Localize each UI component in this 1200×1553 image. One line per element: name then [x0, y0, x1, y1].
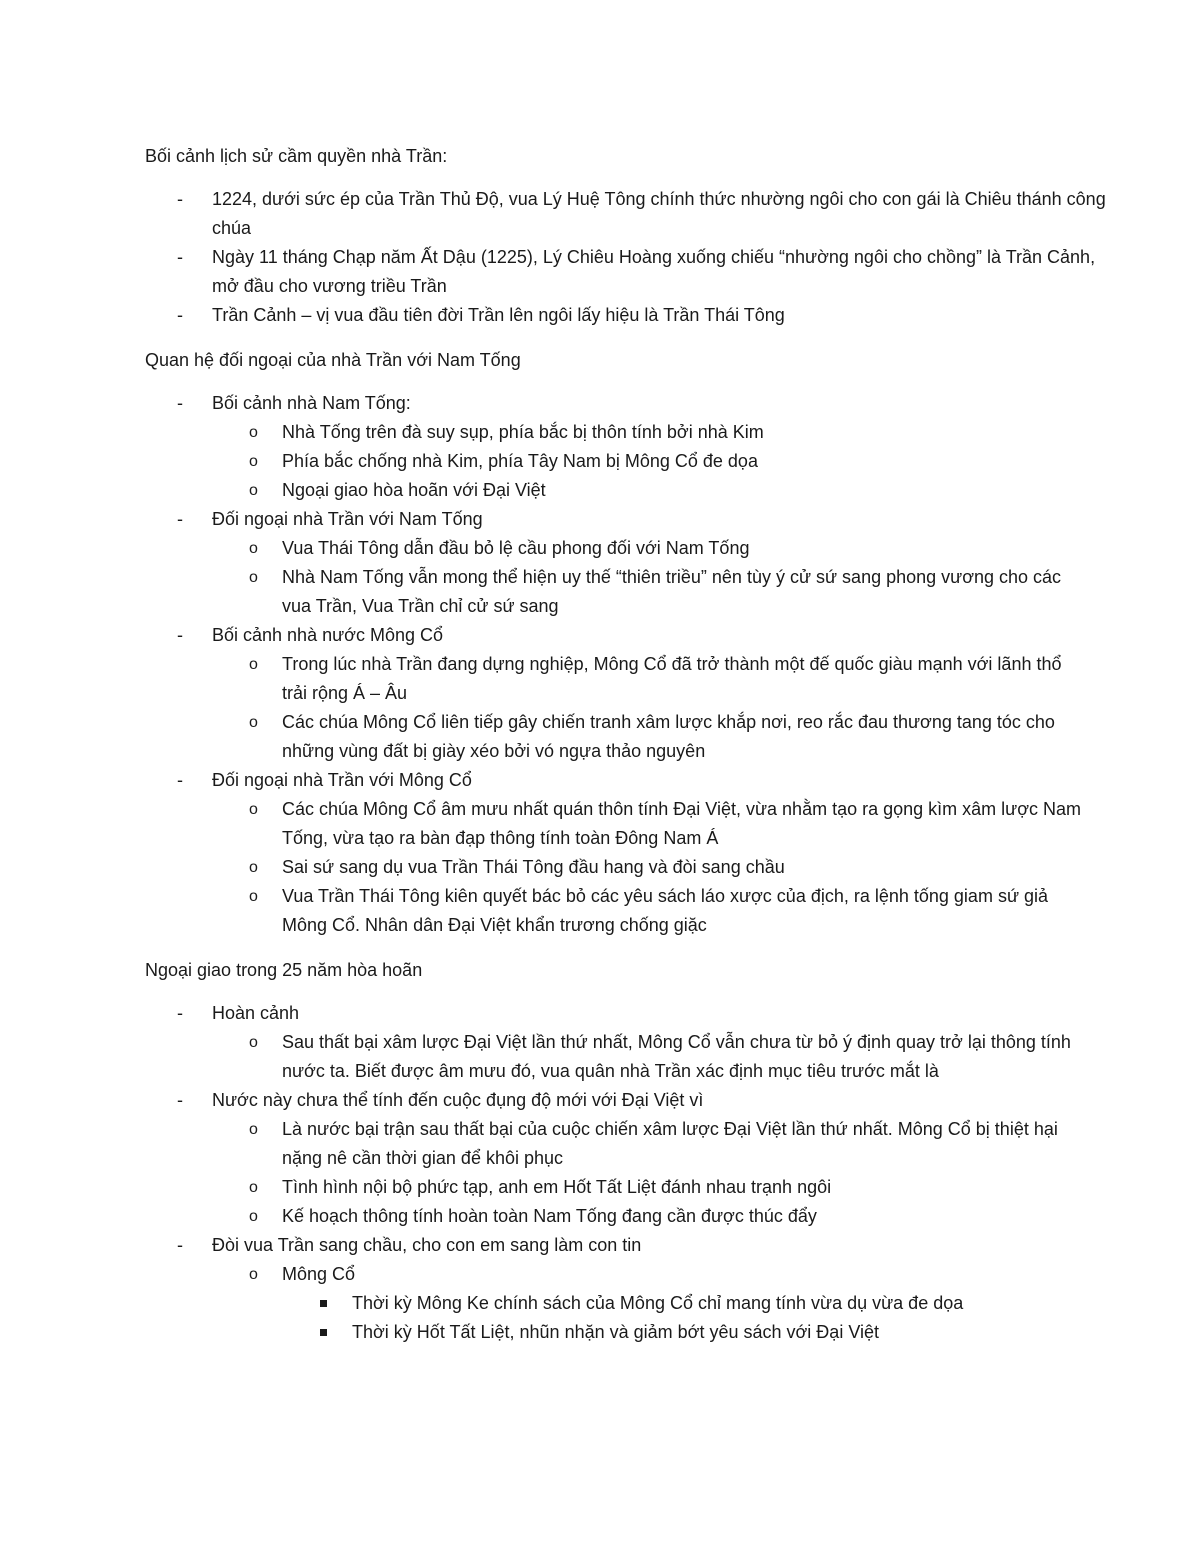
- list-item: [212, 563, 1082, 621]
- list-item-text: Đòi vua Trần sang chầu, cho con em sang làm con tin: [212, 1235, 642, 1255]
- list-item: [282, 1318, 1052, 1347]
- list-item: [212, 1028, 1082, 1086]
- list-item-text: Các chúa Mông Cổ âm mưu nhất quán thôn tính Đại Việt, vừa nhằm tạo ra gọng kìm xâm lược Nam Tống, vừa tạo ra bàn đạp thông tính toàn Đông Nam Á: [282, 799, 1082, 848]
- circle-bullet-icon: o: [249, 1208, 258, 1225]
- list-item-text: Trong lúc nhà Trần đang dựng nghiệp, Mông Cổ đã trở thành một đế quốc giàu mạnh với lãnh thổ trải rộng Á – Âu: [282, 654, 1062, 703]
- list-item: [145, 999, 1112, 1086]
- circle-bullet-icon: o: [249, 1034, 258, 1051]
- list-item: [212, 708, 1082, 766]
- list-item: [212, 882, 1082, 940]
- list-item: [145, 621, 1112, 766]
- list-item-text: Bối cảnh nhà Nam Tống:: [212, 393, 411, 413]
- square-list: [352, 1289, 1082, 1347]
- circle-list: [249, 1260, 1112, 1347]
- list-item: [212, 1202, 1082, 1231]
- list-item: [212, 650, 1082, 708]
- list-item-text: Sai sứ sang dụ vua Trần Thái Tông đầu hang và đòi sang chầu: [282, 857, 785, 877]
- dash-bullet-icon: -: [177, 509, 183, 529]
- list-item-text: Đối ngoại nhà Trần với Nam Tống: [212, 509, 483, 529]
- list-item-text: Mông Cổ: [282, 1264, 356, 1284]
- section-heading: Quan hệ đối ngoại của nhà Trần với Nam Tống: [145, 350, 521, 370]
- list-item: [212, 1115, 1082, 1173]
- list-item-text: Ngày 11 tháng Chạp năm Ất Dậu (1225), Lý Chiêu Hoàng xuống chiếu “nhường ngôi cho chồng” là Trần Cảnh, mở đầu cho vương triều Trần: [212, 247, 1096, 296]
- list-item-text: 1224, dưới sức ép của Trần Thủ Độ, vua Lý Huệ Tông chính thức nhường ngôi cho con gái là Chiêu thánh công chúa: [212, 189, 1106, 238]
- list-item-text: Nhà Nam Tống vẫn mong thể hiện uy thế “thiên triều” nên tùy ý cử sứ sang phong vương cho các vua Trần, Vua Trần chỉ cử sứ sang: [282, 567, 1062, 616]
- circle-bullet-icon: o: [249, 569, 258, 586]
- square-bullet-icon: [320, 1329, 327, 1336]
- list-item-text: Phía bắc chống nhà Kim, phía Tây Nam bị Mông Cổ đe dọa: [282, 451, 758, 471]
- dash-list: [145, 999, 1200, 1347]
- list-item-text: Bối cảnh nhà nước Mông Cổ: [212, 625, 443, 645]
- list-item: [145, 766, 1112, 940]
- dash-bullet-icon: -: [177, 770, 183, 790]
- list-item: [212, 476, 1082, 505]
- list-item: [212, 1173, 1082, 1202]
- document-section: [145, 956, 1200, 1347]
- circle-bullet-icon: o: [249, 540, 258, 557]
- list-item: [145, 505, 1112, 621]
- list-item: [145, 1086, 1112, 1231]
- circle-bullet-icon: o: [249, 888, 258, 905]
- dash-bullet-icon: -: [177, 1235, 183, 1255]
- dash-list: [145, 389, 1200, 940]
- list-item-text: Nhà Tống trên đà suy sụp, phía bắc bị thôn tính bởi nhà Kim: [282, 422, 764, 442]
- dash-list: [145, 185, 1200, 330]
- circle-list: [249, 418, 1112, 505]
- list-item: [282, 1289, 1052, 1318]
- circle-bullet-icon: o: [249, 714, 258, 731]
- list-item-text: Thời kỳ Mông Ke chính sách của Mông Cổ chỉ mang tính vừa dụ vừa đe dọa: [352, 1293, 964, 1313]
- list-item-text: Nước này chưa thể tính đến cuộc đụng độ mới với Đại Việt vì: [212, 1090, 704, 1110]
- document-section: [145, 142, 1200, 330]
- list-item: [212, 534, 1082, 563]
- circle-bullet-icon: o: [249, 453, 258, 470]
- list-item-text: Thời kỳ Hốt Tất Liệt, nhũn nhặn và giảm bớt yêu sách với Đại Việt: [352, 1322, 880, 1342]
- list-item-text: Trần Cảnh – vị vua đầu tiên đời Trần lên ngôi lấy hiệu là Trần Thái Tông: [212, 305, 785, 325]
- list-item: [145, 301, 1112, 330]
- circle-list: [249, 1115, 1112, 1231]
- list-item: [212, 447, 1082, 476]
- dash-bullet-icon: -: [177, 393, 183, 413]
- circle-list: [249, 1028, 1112, 1086]
- circle-list: [249, 650, 1112, 766]
- list-item: [145, 185, 1112, 243]
- circle-bullet-icon: o: [249, 656, 258, 673]
- circle-bullet-icon: o: [249, 1121, 258, 1138]
- circle-bullet-icon: o: [249, 482, 258, 499]
- circle-list: [249, 795, 1112, 940]
- circle-bullet-icon: o: [249, 424, 258, 441]
- list-item-text: Kế hoạch thông tính hoàn toàn Nam Tống đang cần được thúc đẩy: [282, 1206, 817, 1226]
- list-item-text: Vua Trần Thái Tông kiên quyết bác bỏ các yêu sách láo xược của địch, ra lệnh tống giam sứ giả Mông Cổ. Nhân dân Đại Việt khẩn trương chống giặc: [282, 886, 1049, 935]
- list-item-text: Ngoại giao hòa hoãn với Đại Việt: [282, 480, 546, 500]
- list-item-text: Hoàn cảnh: [212, 1003, 300, 1023]
- dash-bullet-icon: -: [177, 625, 183, 645]
- dash-bullet-icon: -: [177, 1003, 183, 1023]
- section-heading: Bối cảnh lịch sử cầm quyền nhà Trần:: [145, 146, 448, 166]
- dash-bullet-icon: -: [177, 247, 183, 267]
- square-bullet-icon: [320, 1300, 327, 1307]
- section-heading: Ngoại giao trong 25 năm hòa hoãn: [145, 960, 423, 980]
- dash-bullet-icon: -: [177, 189, 183, 209]
- document-section: [145, 346, 1200, 940]
- list-item: [212, 795, 1082, 853]
- list-item-text: Tình hình nội bộ phức tạp, anh em Hốt Tất Liệt đánh nhau trạnh ngôi: [282, 1177, 832, 1197]
- list-item-text: Sau thất bại xâm lược Đại Việt lần thứ nhất, Mông Cổ vẫn chưa từ bỏ ý định quay trở lại thông tính nước ta. Biết được âm mưu đó, vua quân nhà Trần xác định mục tiêu trước mắt là: [282, 1032, 1071, 1081]
- circle-bullet-icon: o: [249, 1266, 258, 1283]
- dash-bullet-icon: -: [177, 305, 183, 325]
- circle-bullet-icon: o: [249, 1179, 258, 1196]
- circle-list: [249, 534, 1112, 621]
- list-item-text: Vua Thái Tông dẫn đầu bỏ lệ cầu phong đối với Nam Tống: [282, 538, 750, 558]
- dash-bullet-icon: -: [177, 1090, 183, 1110]
- list-item: [145, 389, 1112, 505]
- list-item: [145, 243, 1112, 301]
- circle-bullet-icon: o: [249, 801, 258, 818]
- list-item-text: Là nước bại trận sau thất bại của cuộc chiến xâm lược Đại Việt lần thứ nhất. Mông Cổ bị thiệt hại nặng nê cần thời gian để khôi phục: [282, 1119, 1058, 1168]
- list-item: [212, 418, 1082, 447]
- list-item: [212, 1260, 1082, 1347]
- circle-bullet-icon: o: [249, 859, 258, 876]
- list-item-text: Đối ngoại nhà Trần với Mông Cổ: [212, 770, 472, 790]
- list-item-text: Các chúa Mông Cổ liên tiếp gây chiến tranh xâm lược khắp nơi, reo rắc đau thương tang tóc cho những vùng đất bị giày xéo bởi vó ngựa thảo nguyên: [282, 712, 1055, 761]
- list-item: [145, 1231, 1112, 1347]
- list-item: [212, 853, 1082, 882]
